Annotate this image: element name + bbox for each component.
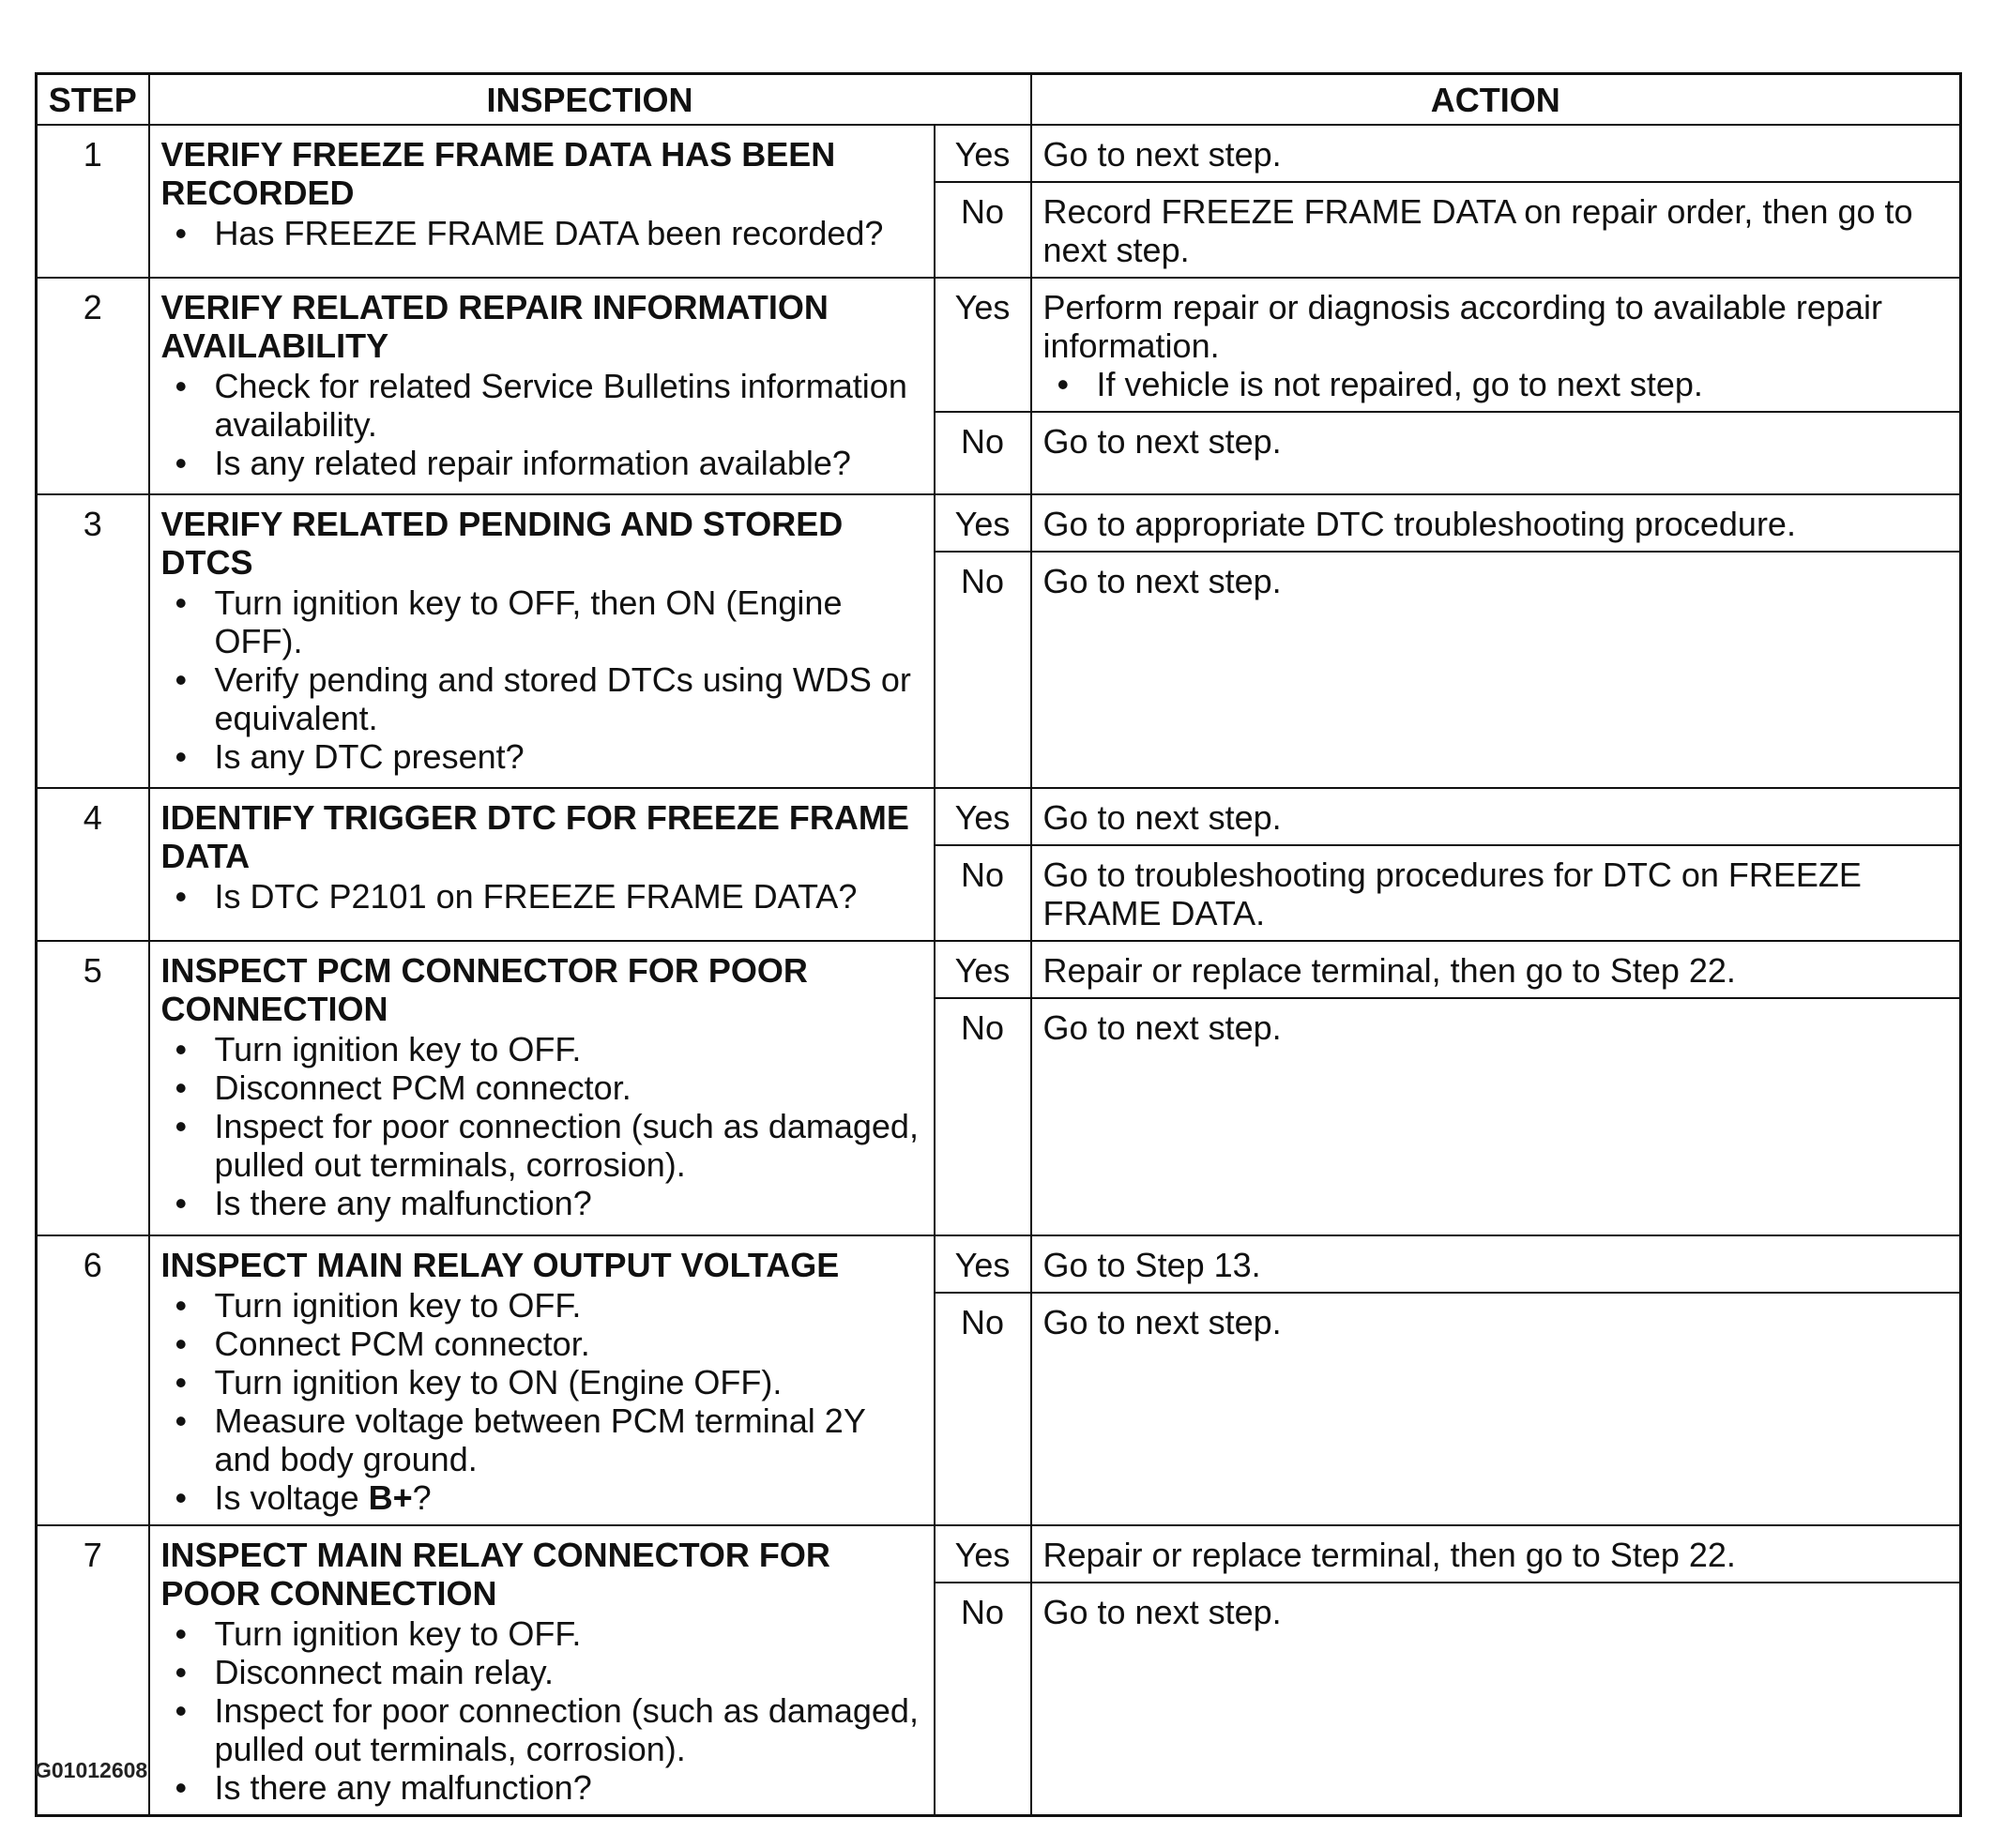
step-number: 5 <box>37 941 149 1235</box>
yes-action: Go to Step 13. <box>1031 1235 1961 1293</box>
step-row-yes <box>37 1525 1961 1583</box>
step-number: 7 <box>37 1525 149 1816</box>
no-label: No <box>935 998 1031 1235</box>
inspection-bullet: • Verify pending and stored DTCs using WDS or equivalent. <box>215 660 922 737</box>
yes-label: Yes <box>935 494 1031 552</box>
step-number: 3 <box>37 494 149 788</box>
no-action: Go to troubleshooting procedures for DTC on FREEZE FRAME DATA. <box>1031 845 1961 941</box>
inspection-bullet: • Is DTC P2101 on FREEZE FRAME DATA? <box>215 877 922 916</box>
yes-label: Yes <box>935 278 1031 412</box>
no-action: Go to next step. <box>1031 412 1961 494</box>
table-header-row <box>37 74 1961 126</box>
yes-action: Perform repair or diagnosis according to available repair information. <box>1042 288 1882 365</box>
no-label: No <box>935 1293 1031 1525</box>
inspection-title: VERIFY RELATED REPAIR INFORMATION AVAILABILITY <box>160 288 829 365</box>
inspection-bullet: • Is any DTC present? <box>215 737 922 776</box>
inspection-bullet: • Turn ignition key to OFF. <box>215 1286 922 1325</box>
no-label: No <box>935 1583 1031 1815</box>
figure-id: G01012608 <box>35 1758 148 1782</box>
no-action: Go to next step. <box>1031 552 1961 788</box>
inspection-bullet: • Disconnect PCM connector. <box>215 1068 922 1107</box>
inspection-bullet: • Inspect for poor connection (such as damaged, pulled out terminals, corrosion). <box>215 1691 922 1768</box>
inspection-bullet: • Is there any malfunction? <box>215 1184 922 1222</box>
step-number: 6 <box>37 1235 149 1525</box>
inspection-bullet: • Is any related repair information available? <box>215 444 922 482</box>
step-row-yes <box>37 1235 1961 1293</box>
step-row-yes <box>37 788 1961 845</box>
voltage-value: B+ <box>368 1478 413 1517</box>
yes-action: Go to next step. <box>1031 788 1961 845</box>
yes-label: Yes <box>935 1525 1031 1583</box>
inspection-bullet-voltage <box>215 1478 922 1517</box>
no-action: Record FREEZE FRAME DATA on repair order, then go to next step. <box>1031 182 1961 278</box>
yes-action: Go to next step. <box>1031 125 1961 182</box>
inspection-cell <box>149 1235 935 1525</box>
inspection-bullets <box>161 1030 922 1222</box>
inspection-bullets <box>161 877 922 916</box>
step-number: 4 <box>37 788 149 941</box>
step-row-yes <box>37 494 1961 552</box>
step-row-yes <box>37 278 1961 412</box>
yes-action: Repair or replace terminal, then go to Step 22. <box>1031 1525 1961 1583</box>
inspection-bullets <box>161 1286 922 1517</box>
action-bullets <box>1043 365 1949 403</box>
no-label: No <box>935 845 1031 941</box>
yes-label: Yes <box>935 941 1031 998</box>
step-row-yes <box>37 941 1961 998</box>
inspection-cell <box>149 941 935 1235</box>
inspection-bullet: • Measure voltage between PCM terminal 2Y and body ground. <box>215 1401 922 1478</box>
inspection-bullet: • Connect PCM connector. <box>215 1325 922 1363</box>
no-label: No <box>935 552 1031 788</box>
yes-action: Go to appropriate DTC troubleshooting procedure. <box>1031 494 1961 552</box>
yes-action: Repair or replace terminal, then go to Step 22. <box>1031 941 1961 998</box>
inspection-title: VERIFY FREEZE FRAME DATA HAS BEEN RECORDED <box>160 135 836 212</box>
no-label: No <box>935 182 1031 278</box>
inspection-cell <box>149 788 935 941</box>
inspection-bullets <box>161 583 922 776</box>
inspection-bullets <box>161 214 922 252</box>
header-inspection: INSPECTION <box>149 74 1031 126</box>
inspection-bullet: • Disconnect main relay. <box>215 1653 922 1691</box>
inspection-bullet: • Turn ignition key to OFF. <box>215 1614 922 1653</box>
yes-label: Yes <box>935 125 1031 182</box>
inspection-bullet: • Inspect for poor connection (such as damaged, pulled out terminals, corrosion). <box>215 1107 922 1184</box>
bullet-text: Is voltage <box>214 1478 369 1517</box>
inspection-bullet: • Has FREEZE FRAME DATA been recorded? <box>215 214 922 252</box>
header-action: ACTION <box>1031 74 1961 126</box>
inspection-bullets <box>161 367 922 482</box>
inspection-bullets <box>161 1614 922 1807</box>
inspection-bullet: • Turn ignition key to OFF. <box>215 1030 922 1068</box>
yes-label: Yes <box>935 788 1031 845</box>
inspection-bullet: • Turn ignition key to ON (Engine OFF). <box>215 1363 922 1401</box>
inspection-cell <box>149 1525 935 1816</box>
yes-action-cell <box>1031 278 1961 412</box>
yes-label: Yes <box>935 1235 1031 1293</box>
inspection-title: VERIFY RELATED PENDING AND STORED DTCS <box>160 505 844 582</box>
inspection-title: INSPECT MAIN RELAY CONNECTOR FOR POOR CONNECTION <box>160 1536 830 1613</box>
inspection-bullet: • Is there any malfunction? <box>215 1768 922 1807</box>
inspection-title: INSPECT PCM CONNECTOR FOR POOR CONNECTION <box>160 951 808 1028</box>
no-action: Go to next step. <box>1031 998 1961 1235</box>
no-label: No <box>935 412 1031 494</box>
no-action: Go to next step. <box>1031 1293 1961 1525</box>
step-number: 2 <box>37 278 149 494</box>
step-number: 1 <box>37 125 149 278</box>
diagnostic-procedure-table <box>35 72 1962 1817</box>
action-bullet: • If vehicle is not repaired, go to next step. <box>1097 365 1949 403</box>
inspection-title: INSPECT MAIN RELAY OUTPUT VOLTAGE <box>160 1246 840 1284</box>
inspection-cell <box>149 125 935 278</box>
inspection-cell <box>149 278 935 494</box>
inspection-bullet: • Turn ignition key to OFF, then ON (Engine OFF). <box>215 583 922 660</box>
bullet-suffix: ? <box>412 1478 432 1517</box>
inspection-bullet: • Check for related Service Bulletins information availability. <box>215 367 922 444</box>
inspection-title: IDENTIFY TRIGGER DTC FOR FREEZE FRAME DATA <box>160 798 909 875</box>
inspection-cell <box>149 494 935 788</box>
step-row-yes <box>37 125 1961 182</box>
no-action: Go to next step. <box>1031 1583 1961 1815</box>
header-step: STEP <box>37 74 149 126</box>
